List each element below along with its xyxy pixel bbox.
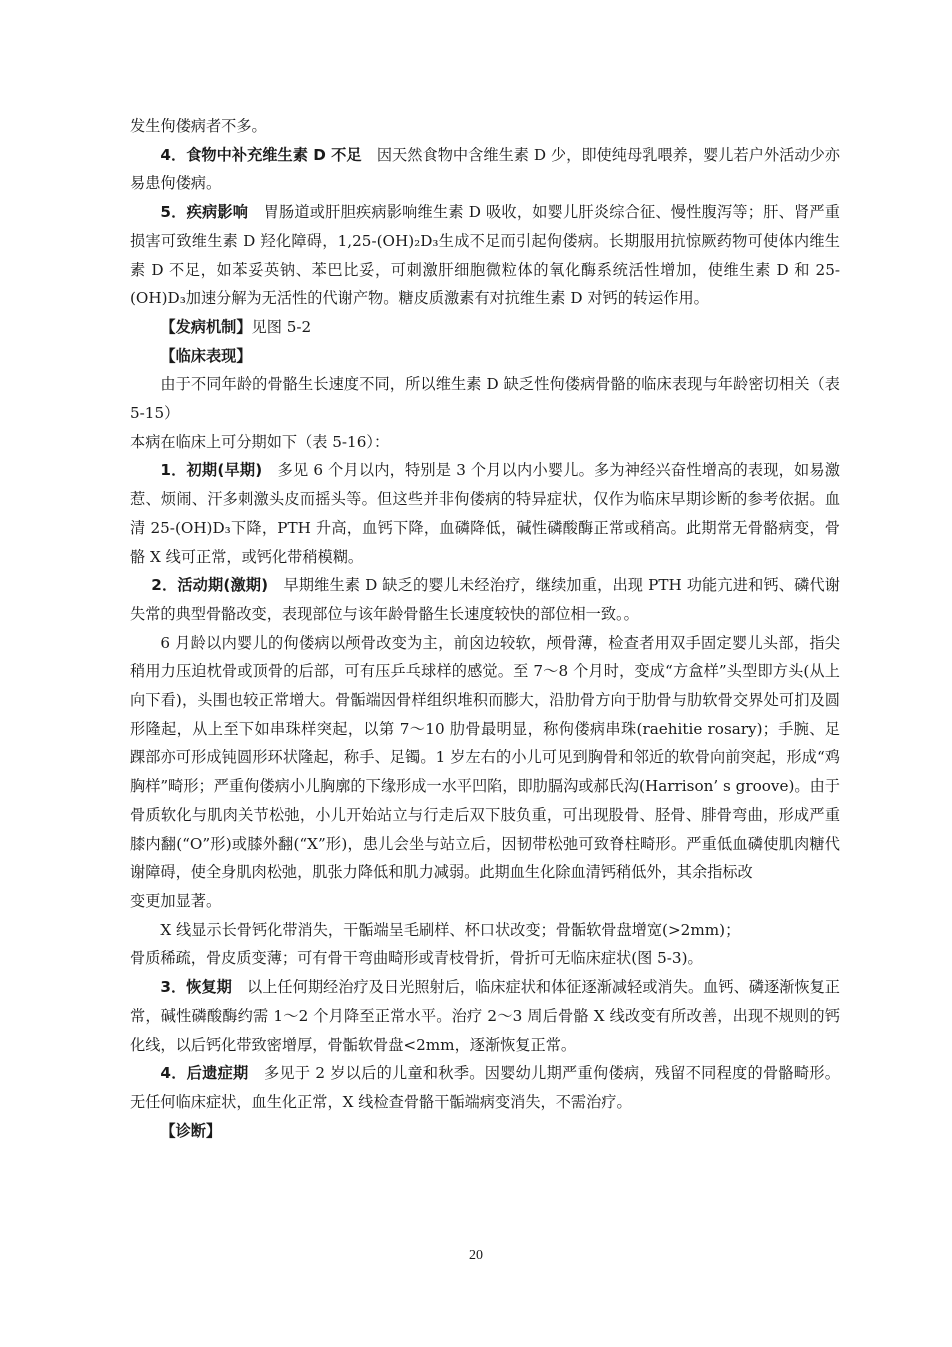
heading-active-stage: 2．活动期(激期) [151, 576, 269, 595]
heading-pathogenesis: 【发病机制】 [160, 317, 252, 336]
paragraph-bone-density: 骨质稀疏，骨皮质变薄；可有骨干弯曲畸形或青枝骨折，骨折可无临床症状(图 5-3)。 [130, 949, 703, 968]
paragraph-active-stage [130, 571, 840, 628]
heading-diagnosis: 【诊断】 [160, 1121, 222, 1140]
text-pathogenesis: 见图 5-2 [251, 317, 312, 336]
heading-sequela-stage: 4．后遗症期 [160, 1064, 249, 1083]
paragraph-pathogenesis [130, 313, 840, 342]
heading-food-vitamin-d: 4．食物中补充维生素 D 不足 [160, 145, 362, 164]
paragraph-0: 发生佝偻病者不多。 [130, 117, 267, 135]
paragraph-diagnosis-heading [130, 1117, 840, 1146]
document-body [130, 112, 840, 1145]
text-active-stage: 早期维生素 D 缺乏的婴儿未经治疗，继续加重，出现 PTH 功能亢进和钙、磷代谢失常的典型骨骼改变，表现部位与该年龄骨骼生长速度较快的部位相一致。。 [130, 576, 840, 623]
text-sequela-stage: 多见于 2 岁以后的儿童和秋季。因婴幼儿期严重佝偻病，残留不同程度的骨骼畸形。无任何临床症状，血生化正常，X 线检查骨骼干骺端病变消失，不需治疗。 [130, 1064, 840, 1111]
text-food-vitamin-d: 因天然食物中含维生素 D 少，即使纯母乳喂养，婴儿若户外活动少亦易患佝偻病。 [130, 145, 840, 193]
heading-recovery-stage: 3．恢复期 [160, 978, 232, 997]
heading-clinical: 【临床表现】 [160, 346, 252, 365]
paragraph-food-vitamin-d [130, 141, 840, 198]
paragraph-continued: 变更加显著。 [130, 891, 222, 910]
paragraph-skull-changes: 6 月龄以内婴儿的佝偻病以颅骨改变为主，前囟边较软，颅骨薄，检查者用双手固定婴儿头部，指尖稍用力压迫枕骨或顶骨的后部，可有压乒乓球样的感觉。至 7～8 个月时，变成“方盒样”头型即方头(从上向下看)，头围也较正常增大。骨骺端因骨样组织堆积而膨大，沿肋骨方向于肋骨与肋软骨交界处可扪及圆形隆起，从上至下如串珠样突起，以第 7～10 肋骨最明显，称佝偻病串珠(raehitie rosary)；手腕、足踝部亦可形成钝圆形环状隆起，称手、足镯。1 岁左右的小儿可见到胸骨和邻近的软骨向前突起，形成“鸡胸样”畸形；严重佝偻病小儿胸廓的下缘形成一水平凹陷，即肋膈沟或郝氏沟(Harrison’ s groove)。由于骨质软化与肌肉关节松弛，小儿开始站立与行走后双下肢负重，可出现股骨、胫骨、腓骨弯曲，形成严重膝内翻(“O”形)或膝外翻(“X”形)，患儿会坐与站立后，因韧带松弛可致脊柱畸形。严重低血磷使肌肉糖代谢障碍，使全身肌肉松弛，肌张力降低和肌力减弱。此期血生化除血清钙稍低外，其余指标改 [130, 633, 840, 882]
paragraph-staging: 本病在临床上可分期如下（表 5-16）： [130, 432, 390, 451]
paragraph-early-stage [130, 456, 840, 571]
paragraph-disease-effect [130, 198, 840, 313]
paragraph-xray: X 线显示长骨钙化带消失，干骺端呈毛刷样、杯口状改变；骨骺软骨盘增宽(>2mm)； [160, 920, 741, 939]
paragraph-recovery-stage [130, 973, 840, 1059]
heading-early-stage: 1．初期(早期) [160, 461, 263, 480]
text-early-stage: 多见 6 个月以内，特别是 3 个月以内小婴儿。多为神经兴奋性增高的表现，如易激惹、烦闹、汗多刺激头皮而摇头等。但这些并非佝偻病的特异症状，仅作为临床早期诊断的参考依据。血清 25-(OH)D₃下降，PTH 升高，血钙下降，血磷降低，碱性磷酸酶正常或稍高。此期常无骨骼病变，骨骼 X 线可正常，或钙化带稍模糊。 [130, 461, 840, 566]
heading-disease-effect: 5．疾病影响 [160, 203, 249, 222]
page-number: 20 [469, 1248, 483, 1263]
paragraph-clinical-heading [130, 342, 840, 371]
text-disease-effect: 胃肠道或肝胆疾病影响维生素 D 吸收，如婴儿肝炎综合征、慢性腹泻等；肝、肾严重损害可致维生素 D 羟化障碍，1,25-(OH)₂D₃生成不足而引起佝偻病。长期服用抗惊厥药物可使体内维生素 D 不足，如苯妥英钠、苯巴比妥，可刺激肝细胞微粒体的氧化酶系统活性增加，使维生素 D 和 25-(OH)D₃加速分解为无活性的代谢产物。糖皮质激素有对抗维生素 D 对钙的转运作用。 [130, 203, 840, 308]
text-recovery-stage: 以上任何期经治疗及日光照射后，临床症状和体征逐渐减轻或消失。血钙、磷逐渐恢复正常，碱性磷酸酶约需 1～2 个月降至正常水平。治疗 2～3 周后骨骼 X 线改变有所改善，出现不规则的钙化线，以后钙化带致密增厚，骨骺软骨盘<2mm，逐渐恢复正常。 [130, 978, 840, 1054]
paragraph-sequela-stage [130, 1059, 840, 1116]
paragraph-clinical-intro: 由于不同年龄的骨骼生长速度不同，所以维生素 D 缺乏性佝偻病骨骼的临床表现与年龄密切相关（表 5-15） [130, 375, 840, 423]
